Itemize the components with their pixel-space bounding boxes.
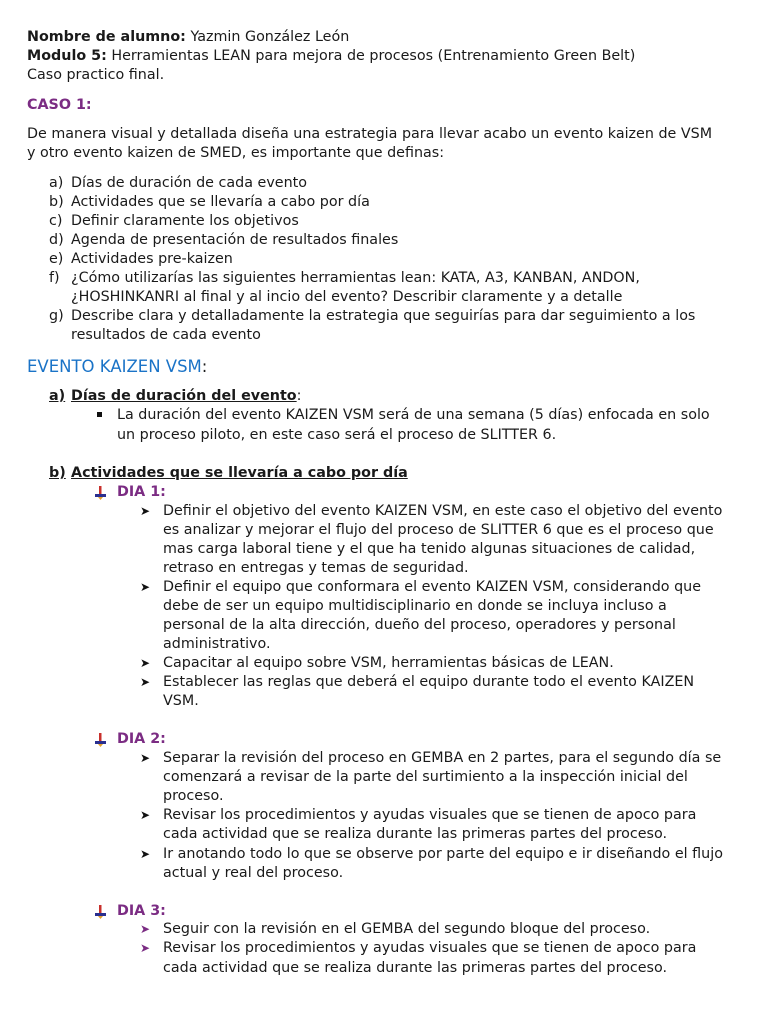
list-text-continued: ¿HOSHINKANRI al final y al incio del evento? Describir claramente y a detalle <box>71 289 623 305</box>
case-line: Caso practico final. <box>27 67 165 83</box>
bullet-text: mas carga laboral tiene y el que ha tenido algunas situaciones de calidad, <box>163 541 696 557</box>
arrow-bullet-icon: ➤ <box>140 922 151 936</box>
list-label: d) <box>49 232 64 248</box>
bullet-text: administrativo. <box>163 636 271 652</box>
dia2-title: DIA 2: <box>117 731 166 747</box>
arrow-bullet-icon: ➤ <box>140 941 151 955</box>
bullet-text: Separar la revisión del proceso en GEMBA en 2 partes, para el segundo día se <box>163 750 722 766</box>
bullet-text: proceso. <box>163 788 224 804</box>
list-label: a) <box>49 175 64 191</box>
student-name: Yazmin González León <box>185 29 350 45</box>
bullet-text: Definir el equipo que conformara el evento KAIZEN VSM, considerando que <box>163 579 702 595</box>
arrow-bullet-icon: ➤ <box>140 580 151 594</box>
list-text-continued: resultados de cada evento <box>71 327 261 343</box>
arrow-bullet-icon: ➤ <box>140 808 151 822</box>
list-text: Actividades que se llevaría a cabo por día <box>71 194 370 210</box>
dia1-title: DIA 1: <box>117 484 166 500</box>
evento-colon: : <box>201 357 208 376</box>
list-text: Actividades pre-kaizen <box>71 251 233 267</box>
module-label: Modulo 5: <box>27 48 107 64</box>
list-item <box>49 174 307 193</box>
student-line <box>27 28 349 47</box>
bullet-text: retraso en entregas y temas de seguridad. <box>163 560 469 576</box>
student-label: Nombre de alumno: <box>27 29 186 45</box>
arrow-bullet-icon: ➤ <box>140 656 151 670</box>
list-item <box>49 231 398 250</box>
list-label: b) <box>49 194 64 210</box>
list-text: Definir claramente los objetivos <box>71 213 299 229</box>
caso-title: CASO 1: <box>27 97 92 113</box>
section-a-title: Días de duración del evento <box>71 388 297 404</box>
bullet-text: actual y real del proceso. <box>163 865 344 881</box>
arrow-bullet-icon: ➤ <box>140 504 151 518</box>
bullet-text: es analizar y mejorar el flujo del proceso de SLITTER 6 que es el proceso que <box>163 522 714 538</box>
bullet-text: VSM. <box>163 693 199 709</box>
module-line <box>27 47 635 66</box>
bullet-text: Definir el objetivo del evento KAIZEN VSM, en este caso el objetivo del evento <box>163 503 723 519</box>
arrow-bullet-icon: ➤ <box>140 847 151 861</box>
pushpin-icon <box>95 905 106 919</box>
bullet-text: Revisar los procedimientos y ayudas visuales que se tienen de apoco para <box>163 940 697 956</box>
list-label: c) <box>49 213 63 229</box>
list-text: ¿Cómo utilizarías las siguientes herramientas lean: KATA, A3, KANBAN, ANDON, <box>71 270 640 286</box>
section-a-label: a) <box>49 388 66 404</box>
pushpin-icon <box>95 733 106 747</box>
module-name: Herramientas LEAN para mejora de procesos (Entrenamiento Green Belt) <box>106 48 636 64</box>
bullet-text: Establecer las reglas que deberá el equipo durante todo el evento KAIZEN <box>163 674 695 690</box>
square-bullet-icon <box>97 412 102 417</box>
list-text: Agenda de presentación de resultados finales <box>71 232 399 248</box>
arrow-bullet-icon: ➤ <box>140 675 151 689</box>
list-item <box>49 193 370 212</box>
section-b-title: Actividades que se llevaría a cabo por día <box>71 465 408 481</box>
caso-intro-line: De manera visual y detallada diseña una estrategia para llevar acabo un evento kaizen de VSM <box>27 126 713 142</box>
list-text: Días de duración de cada evento <box>71 175 307 191</box>
bullet-text: Revisar los procedimientos y ayudas visuales que se tienen de apoco para <box>163 807 697 823</box>
bullet-text: Capacitar al equipo sobre VSM, herramientas básicas de LEAN. <box>163 655 614 671</box>
list-item <box>49 250 233 269</box>
bullet-text: La duración del evento KAIZEN VSM será de una semana (5 días) enfocada en solo <box>117 407 710 423</box>
section-b-heading <box>49 464 408 483</box>
bullet-text: un proceso piloto, en este caso será el proceso de SLITTER 6. <box>117 427 557 443</box>
list-label: g) <box>49 308 64 324</box>
bullet-text: cada actividad que se realiza durante las primeras partes del proceso. <box>163 960 668 976</box>
list-item <box>49 269 640 288</box>
bullet-text: cada actividad que se realiza durante las primeras partes del proceso. <box>163 826 668 842</box>
pushpin-icon <box>95 486 106 500</box>
section-a-colon: : <box>296 388 302 404</box>
section-b-label: b) <box>49 465 66 481</box>
list-label: f) <box>49 270 60 286</box>
bullet-text: comenzará a revisar de la parte del surtimiento a la inspección inicial del <box>163 769 688 785</box>
list-item <box>49 212 299 231</box>
bullet-text: Seguir con la revisión en el GEMBA del segundo bloque del proceso. <box>163 921 651 937</box>
caso-intro-line: y otro evento kaizen de SMED, es importante que definas: <box>27 145 445 161</box>
list-item <box>49 307 695 326</box>
section-a-heading <box>49 387 301 406</box>
arrow-bullet-icon: ➤ <box>140 751 151 765</box>
list-label: e) <box>49 251 64 267</box>
bullet-text: Ir anotando todo lo que se observe por parte del equipo e ir diseñando el flujo <box>163 846 723 862</box>
bullet-text: personal de la alta dirección, dueño del proceso, operadores y personal <box>163 617 676 633</box>
dia3-title: DIA 3: <box>117 903 166 919</box>
evento-title: EVENTO KAIZEN VSM <box>27 357 202 376</box>
list-text: Describe clara y detalladamente la estrategia que seguirías para dar seguimiento a los <box>71 308 696 324</box>
bullet-text: debe de ser un equipo multidisciplinario en donde se incluya incluso a <box>163 598 667 614</box>
evento-heading <box>27 356 207 378</box>
